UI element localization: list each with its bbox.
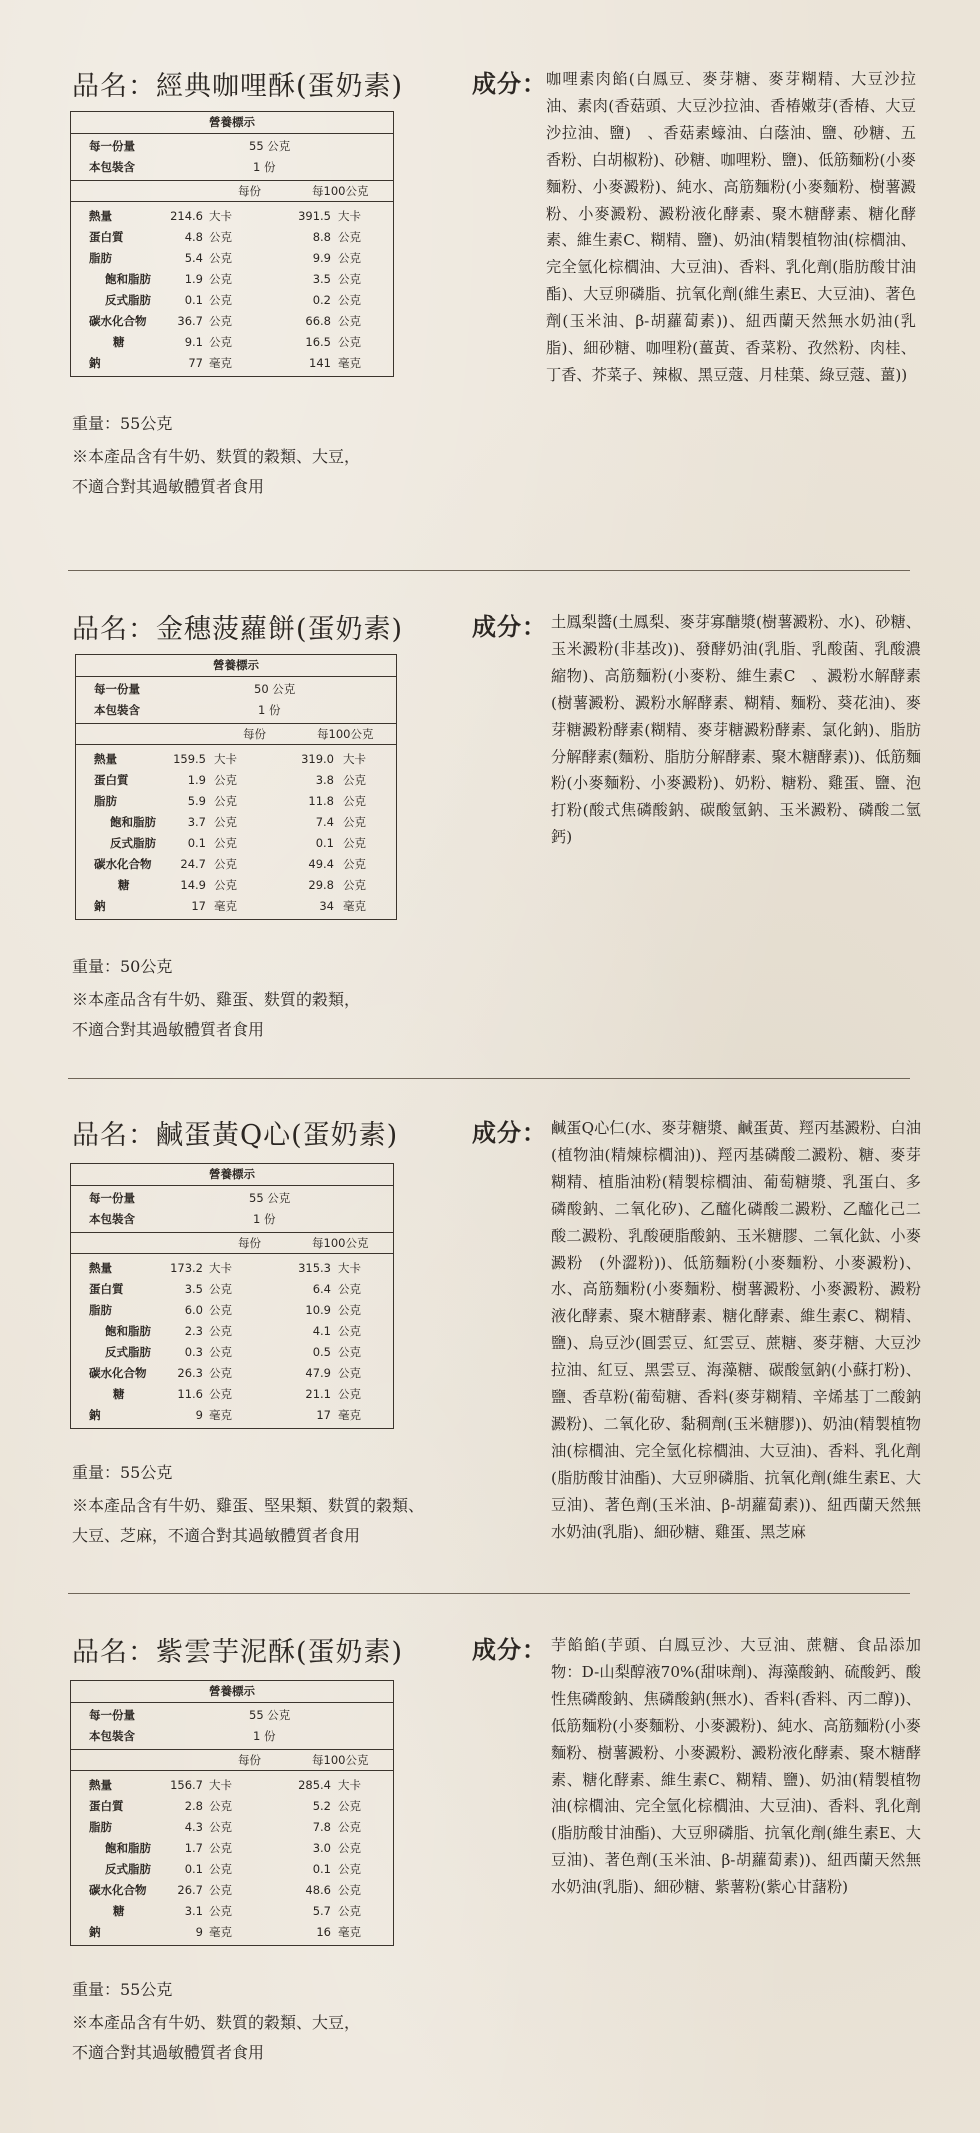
- per-serving-value: 6.0: [184, 1303, 203, 1317]
- nutrient-row: [71, 1258, 393, 1279]
- per-100g-value: 3.5: [312, 272, 331, 286]
- allergen-line-1: ※本產品含有牛奶、麩質的穀類、大豆，: [72, 447, 361, 466]
- per-100g-unit: 公克: [338, 230, 361, 244]
- per-serving-unit: 大卡: [214, 752, 237, 766]
- per-serving-value: 9: [195, 1925, 203, 1939]
- per-100g-unit: 毫克: [338, 1925, 361, 1939]
- per-100g-unit: 公克: [338, 1883, 361, 1897]
- per-serving-value: 24.7: [180, 857, 206, 871]
- per-100g-unit: 公克: [343, 815, 366, 829]
- per-serving-value: 1.9: [187, 773, 206, 787]
- nutrient-row: [71, 1817, 393, 1838]
- per-100g-value: 0.1: [312, 1862, 331, 1876]
- nutrient-name: 飽和脂肪: [105, 1841, 151, 1855]
- nutrient-row: [71, 1279, 393, 1300]
- product-weight: 重量：55公克: [72, 1463, 173, 1482]
- per-serving-unit: 公克: [209, 1841, 232, 1855]
- nutrient-row: [71, 1775, 393, 1796]
- per-serving-value: 77: [188, 356, 203, 370]
- nutrient-row: [76, 812, 396, 833]
- nutrient-name: 反式脂肪: [105, 1862, 151, 1876]
- product-weight: 重量：55公克: [72, 414, 173, 433]
- package-servings-label: 本包裝含: [89, 1729, 135, 1743]
- section-divider: [68, 1078, 910, 1079]
- nutrient-row: [71, 1405, 393, 1426]
- per-100g-value: 10.9: [305, 1303, 331, 1317]
- per-100g-value: 0.5: [312, 1345, 331, 1359]
- nutrient-row: [71, 290, 393, 311]
- per-serving-value: 3.1: [184, 1904, 203, 1918]
- per-serving-unit: 大卡: [209, 1778, 232, 1792]
- ingredients-text: 土鳳梨醬(土鳳梨、麥芽寡醣漿(樹薯澱粉、水)、砂糖、玉米澱粉(非基改))、發酵奶油(乳脂、乳酸菌、乳酸濃縮物)、高筋麵粉(小麥粉、維生素C 、澱粉水解酵素(樹薯澱粉、澱粉水解酵素、糊精、麵粉、葵花油)、麥芽糖澱粉酵素(糊精、麥芽糖澱粉酵素、氯化鈉)、脂肪分解酵素(麵粉、脂肪分解酵素、聚木糖酵素))、低筋麵粉(小麥麵粉、小麥澱粉)、奶粉、糖粉、雞蛋、鹽、泡打粉(酸式焦磷酸鈉、碳酸氫鈉、玉米澱粉、磷酸二氫鈣): [551, 613, 921, 847]
- nutrient-name: 糖: [113, 1904, 125, 1918]
- allergen-line-1: ※本產品含有牛奶、雞蛋、麩質的穀類，: [72, 990, 361, 1009]
- nutrient-name: 熱量: [89, 1778, 112, 1792]
- serving-size-label: 每一份量: [89, 1708, 135, 1722]
- product-name: 品名：經典咖哩酥(蛋奶素): [72, 71, 404, 102]
- per-100g-value: 9.9: [312, 251, 331, 265]
- column-per-100g: 每100公克: [312, 1236, 369, 1250]
- nutrient-row: [71, 1796, 393, 1817]
- per-serving-unit: 公克: [209, 335, 232, 349]
- per-100g-unit: 大卡: [338, 209, 361, 223]
- nutrition-table: [70, 1163, 394, 1429]
- product-weight: 重量：50公克: [72, 957, 173, 976]
- nutrition-table: [70, 1680, 394, 1946]
- per-serving-value: 214.6: [170, 209, 203, 223]
- per-100g-value: 3.8: [315, 773, 334, 787]
- per-100g-value: 34: [319, 899, 334, 913]
- nutrition-table-title: 營養標示: [76, 655, 396, 677]
- nutrient-row: [76, 791, 396, 812]
- nutrient-name: 蛋白質: [89, 230, 124, 244]
- nutrient-name: 脂肪: [89, 1303, 112, 1317]
- ingredients-label: 成分：: [472, 612, 547, 641]
- per-100g-unit: 公克: [343, 836, 366, 850]
- per-serving-unit: 公克: [209, 1904, 232, 1918]
- per-serving-unit: 公克: [209, 1324, 232, 1338]
- ingredients-text: 咖哩素肉餡(白鳳豆、麥芽糖、麥芽糊精、大豆沙拉油、素肉(香菇頭、大豆沙拉油、香椿嫩芽(香椿、大豆沙拉油、鹽) 、香菇素蠔油、白蔭油、鹽、砂糖、五香粉、白胡椒粉)、砂糖、咖哩粉、鹽)、低筋麵粉(小麥麵粉、小麥澱粉)、純水、高筋麵粉(小麥麵粉、樹薯澱粉、小麥澱粉、澱粉液化酵素、聚木糖酵素、糖化酵素、維生素C、糊精、鹽)、奶油(精製植物油(棕櫚油、完全氫化棕櫚油、大豆油)、香料、乳化劑(脂肪酸甘油酯)、大豆卵磷脂、抗氧化劑(維生素E、大豆油)、著色劑(玉米油、β-胡蘿蔔素))、紐西蘭天然無水奶油(乳脂)、細砂糖、咖哩粉(薑黃、香菜粉、孜然粉、肉桂、丁香、芥菜子、辣椒、黑豆蔻、月桂葉、綠豆蔻、薑)): [546, 70, 916, 384]
- per-100g-unit: 公克: [338, 293, 361, 307]
- nutrient-name: 飽和脂肪: [105, 1324, 151, 1338]
- nutrient-name: 脂肪: [94, 794, 117, 808]
- per-100g-value: 29.8: [308, 878, 334, 892]
- per-100g-unit: 毫克: [338, 356, 361, 370]
- allergen-line-2: 不適合對其過敏體質者食用: [72, 1020, 265, 1039]
- allergen-line-1: ※本產品含有牛奶、麩質的穀類、大豆，: [72, 2013, 361, 2032]
- per-serving-unit: 公克: [209, 1366, 232, 1380]
- per-100g-value: 66.8: [305, 314, 331, 328]
- per-serving-unit: 公克: [209, 314, 232, 328]
- nutrient-row: [71, 1880, 393, 1901]
- per-serving-value: 2.8: [184, 1799, 203, 1813]
- per-100g-unit: 毫克: [338, 1408, 361, 1422]
- nutrient-rows: [71, 202, 393, 376]
- per-serving-unit: 毫克: [209, 356, 232, 370]
- per-100g-value: 3.0: [312, 1841, 331, 1855]
- ingredients-text: 鹹蛋Q心仁(水、麥芽糖漿、鹹蛋黃、羥丙基澱粉、白油(植物油(精煉棕櫚油))、羥丙基磷酸二澱粉、糖、麥芽糊精、植脂油粉(精製棕櫚油、葡萄糖漿、乳蛋白、多磷酸鈉、二氧化矽)、乙醯化磷酸二澱粉、乙醯化己二酸二澱粉、乳酸硬脂酸鈉、玉米糖膠、二氧化鈦、小麥澱粉 (外澀粉))、低筋麵粉(小麥麵粉、小麥澱粉)、水、高筋麵粉(小麥麵粉、樹薯澱粉、小麥澱粉、澱粉液化酵素、聚木糖酵素、糖化酵素、維生素C、糊精、鹽)、烏豆沙(圓雲豆、紅雲豆、蔗糖、麥芽糖、大豆沙拉油、紅豆、黑雲豆、海藻糖、碳酸氫鈉(小蘇打粉)、鹽、香草粉(葡萄糖、香料(麥芽糊精、辛烯基丁二酸鈉澱粉)、二氧化矽、黏稠劑(玉米糖膠))、奶油(精製植物油(棕櫚油、完全氫化棕櫚油、大豆油)、香料、乳化劑(脂肪酸甘油酯)、大豆卵磷脂、抗氧化劑(維生素E、大豆油)、著色劑(玉米油、β-胡蘿蔔素))、紐西蘭天然無水奶油(乳脂)、細砂糖、雞蛋、黑芝麻: [551, 1119, 921, 1541]
- per-serving-value: 26.7: [177, 1883, 203, 1897]
- nutrient-name: 熱量: [94, 752, 117, 766]
- nutrient-name: 蛋白質: [89, 1282, 124, 1296]
- column-per-serving: 每份: [238, 1753, 261, 1767]
- per-serving-value: 3.7: [187, 815, 206, 829]
- per-100g-unit: 公克: [338, 272, 361, 286]
- per-serving-unit: 毫克: [209, 1925, 232, 1939]
- per-100g-unit: 公克: [343, 773, 366, 787]
- section-divider: [68, 1593, 910, 1594]
- per-serving-value: 0.1: [184, 293, 203, 307]
- section-divider: [68, 570, 910, 571]
- package-servings-value: 1 份: [253, 160, 276, 174]
- nutrient-name: 脂肪: [89, 1820, 112, 1834]
- nutrition-table: [70, 111, 394, 377]
- per-100g-value: 47.9: [305, 1366, 331, 1380]
- allergen-line-2: 不適合對其過敏體質者食用: [72, 2043, 265, 2062]
- per-serving-value: 26.3: [177, 1366, 203, 1380]
- per-serving-value: 9: [195, 1408, 203, 1422]
- per-serving-unit: 公克: [214, 773, 237, 787]
- per-100g-value: 5.7: [312, 1904, 331, 1918]
- per-serving-value: 0.3: [184, 1345, 203, 1359]
- per-serving-unit: 公克: [209, 293, 232, 307]
- per-100g-unit: 公克: [338, 1904, 361, 1918]
- per-100g-value: 285.4: [298, 1778, 331, 1792]
- nutrient-rows: [71, 1771, 393, 1945]
- per-100g-value: 315.3: [298, 1261, 331, 1275]
- per-serving-value: 1.7: [184, 1841, 203, 1855]
- per-serving-unit: 毫克: [214, 899, 237, 913]
- per-100g-value: 21.1: [305, 1387, 331, 1401]
- column-per-100g: 每100公克: [317, 727, 374, 741]
- per-serving-value: 159.5: [173, 752, 206, 766]
- per-100g-unit: 公克: [338, 1799, 361, 1813]
- per-serving-unit: 公克: [209, 272, 232, 286]
- column-per-serving: 每份: [238, 1236, 261, 1250]
- nutrient-row: [71, 311, 393, 332]
- per-serving-value: 173.2: [170, 1261, 203, 1275]
- serving-size-label: 每一份量: [89, 139, 135, 153]
- nutrient-name: 糖: [113, 1387, 125, 1401]
- product-name: 品名：紫雲芋泥酥(蛋奶素): [72, 1637, 404, 1668]
- per-100g-value: 6.4: [312, 1282, 331, 1296]
- per-serving-unit: 公克: [209, 1387, 232, 1401]
- nutrition-table-title: 營養標示: [71, 1681, 393, 1703]
- per-100g-value: 49.4: [308, 857, 334, 871]
- per-100g-unit: 公克: [338, 1862, 361, 1876]
- product-name: 品名：鹹蛋黃Q心(蛋奶素): [72, 1120, 399, 1151]
- nutrient-name: 糖: [118, 878, 130, 892]
- per-serving-value: 4.8: [184, 230, 203, 244]
- per-100g-value: 0.1: [315, 836, 334, 850]
- per-100g-unit: 公克: [338, 1282, 361, 1296]
- nutrient-row: [76, 875, 396, 896]
- nutrient-row: [71, 1342, 393, 1363]
- nutrient-rows: [71, 1254, 393, 1428]
- per-100g-unit: 大卡: [338, 1261, 361, 1275]
- nutrient-name: 鈉: [89, 356, 101, 370]
- per-100g-value: 8.8: [312, 230, 331, 244]
- package-servings-value: 1 份: [253, 1212, 276, 1226]
- per-100g-unit: 大卡: [338, 1778, 361, 1792]
- per-serving-value: 9.1: [184, 335, 203, 349]
- per-serving-unit: 公克: [209, 1282, 232, 1296]
- nutrient-row: [76, 854, 396, 875]
- per-100g-unit: 毫克: [343, 899, 366, 913]
- nutrient-name: 碳水化合物: [89, 314, 147, 328]
- nutrient-row: [71, 1321, 393, 1342]
- serving-size-value: 55 公克: [249, 1708, 291, 1722]
- ingredients-label: 成分：: [472, 1635, 547, 1664]
- per-serving-unit: 大卡: [209, 209, 232, 223]
- per-serving-unit: 公克: [209, 251, 232, 265]
- per-100g-unit: 公克: [343, 878, 366, 892]
- per-100g-unit: 公克: [338, 1345, 361, 1359]
- nutrient-row: [71, 1300, 393, 1321]
- per-100g-value: 141: [309, 356, 331, 370]
- package-servings-label: 本包裝含: [89, 1212, 135, 1226]
- per-serving-value: 4.3: [184, 1820, 203, 1834]
- nutrient-name: 飽和脂肪: [105, 272, 151, 286]
- column-per-100g: 每100公克: [312, 184, 369, 198]
- ingredients-label: 成分：: [472, 69, 547, 98]
- nutrient-row: [71, 1363, 393, 1384]
- nutrient-name: 糖: [113, 335, 125, 349]
- ingredients-text: 芋餡餡(芋頭、白鳳豆沙、大豆油、蔗糖、食品添加物：D-山梨醇液70%(甜味劑)、海藻酸鈉、硫酸鈣、酸性焦磷酸鈉、焦磷酸鈉(無水)、香料(香料、丙二醇))、低筋麵粉(小麥麵粉、小麥澱粉)、純水、高筋麵粉(小麥麵粉、樹薯澱粉、小麥澱粉、澱粉液化酵素、聚木糖酵素、糖化酵素、維生素C、糊精、鹽)、奶油(精製植物油(棕櫚油、完全氫化棕櫚油、大豆油)、香料、乳化劑(脂肪酸甘油酯)、大豆卵磷脂、抗氧化劑(維生素E、大豆油)、著色劑(玉米油、β-胡蘿蔔素))、紐西蘭天然無水奶油(乳脂)、細砂糖、紫薯粉(紫心甘藷粉): [551, 1636, 921, 1897]
- package-servings-label: 本包裝含: [94, 703, 140, 717]
- nutrient-name: 碳水化合物: [89, 1366, 147, 1380]
- nutrient-row: [71, 269, 393, 290]
- product-weight: 重量：55公克: [72, 1980, 173, 1999]
- per-100g-value: 7.8: [312, 1820, 331, 1834]
- per-100g-unit: 公克: [338, 1303, 361, 1317]
- per-serving-value: 0.1: [187, 836, 206, 850]
- nutrient-name: 鈉: [94, 899, 106, 913]
- nutrient-row: [71, 353, 393, 374]
- per-serving-value: 0.1: [184, 1862, 203, 1876]
- per-serving-value: 2.3: [184, 1324, 203, 1338]
- per-100g-value: 16.5: [305, 335, 331, 349]
- per-serving-unit: 公克: [209, 1883, 232, 1897]
- per-serving-value: 5.4: [184, 251, 203, 265]
- nutrient-name: 熱量: [89, 209, 112, 223]
- nutrition-table-title: 營養標示: [71, 1164, 393, 1186]
- nutrient-name: 熱量: [89, 1261, 112, 1275]
- per-serving-unit: 公克: [209, 1820, 232, 1834]
- per-100g-unit: 公克: [338, 251, 361, 265]
- per-serving-unit: 公克: [214, 836, 237, 850]
- per-serving-value: 36.7: [177, 314, 203, 328]
- nutrient-name: 碳水化合物: [89, 1883, 147, 1897]
- allergen-line-2: 大豆、芝麻，不適合對其過敏體質者食用: [72, 1526, 361, 1545]
- per-serving-value: 14.9: [180, 878, 206, 892]
- nutrient-name: 碳水化合物: [94, 857, 152, 871]
- per-serving-value: 3.5: [184, 1282, 203, 1296]
- per-serving-unit: 公克: [209, 230, 232, 244]
- package-servings-label: 本包裝含: [89, 160, 135, 174]
- per-serving-unit: 公克: [209, 1862, 232, 1876]
- per-serving-value: 11.6: [177, 1387, 203, 1401]
- per-serving-unit: 公克: [209, 1303, 232, 1317]
- nutrient-row: [71, 227, 393, 248]
- per-100g-unit: 大卡: [343, 752, 366, 766]
- per-100g-value: 7.4: [315, 815, 334, 829]
- per-100g-value: 4.1: [312, 1324, 331, 1338]
- serving-size-label: 每一份量: [94, 682, 140, 696]
- package-servings-value: 1 份: [258, 703, 281, 717]
- per-serving-unit: 公克: [214, 794, 237, 808]
- per-serving-unit: 公克: [214, 857, 237, 871]
- per-serving-unit: 毫克: [209, 1408, 232, 1422]
- nutrient-name: 反式脂肪: [105, 293, 151, 307]
- per-100g-unit: 公克: [338, 1324, 361, 1338]
- per-100g-value: 0.2: [312, 293, 331, 307]
- nutrient-row: [76, 833, 396, 854]
- nutrient-name: 脂肪: [89, 251, 112, 265]
- per-serving-value: 1.9: [184, 272, 203, 286]
- nutrient-name: 反式脂肪: [105, 1345, 151, 1359]
- per-100g-value: 391.5: [298, 209, 331, 223]
- per-100g-unit: 公克: [338, 1841, 361, 1855]
- per-100g-unit: 公克: [343, 794, 366, 808]
- per-100g-value: 17: [316, 1408, 331, 1422]
- nutrient-name: 反式脂肪: [110, 836, 156, 850]
- serving-size-value: 55 公克: [249, 139, 291, 153]
- per-100g-unit: 公克: [338, 1387, 361, 1401]
- per-serving-unit: 公克: [209, 1345, 232, 1359]
- allergen-line-2: 不適合對其過敏體質者食用: [72, 477, 265, 496]
- per-serving-value: 17: [191, 899, 206, 913]
- ingredients-label: 成分：: [472, 1118, 547, 1147]
- package-servings-value: 1 份: [253, 1729, 276, 1743]
- nutrient-name: 蛋白質: [89, 1799, 124, 1813]
- per-100g-unit: 公克: [338, 1820, 361, 1834]
- per-100g-unit: 公克: [343, 857, 366, 871]
- per-serving-value: 156.7: [170, 1778, 203, 1792]
- nutrient-row: [76, 749, 396, 770]
- nutrient-row: [71, 1901, 393, 1922]
- column-per-serving: 每份: [243, 727, 266, 741]
- nutrient-row: [71, 206, 393, 227]
- per-100g-unit: 公克: [338, 1366, 361, 1380]
- per-100g-unit: 公克: [338, 335, 361, 349]
- per-100g-value: 48.6: [305, 1883, 331, 1897]
- serving-size-label: 每一份量: [89, 1191, 135, 1205]
- per-serving-unit: 公克: [214, 815, 237, 829]
- nutrient-row: [71, 248, 393, 269]
- per-100g-value: 5.2: [312, 1799, 331, 1813]
- nutrient-name: 蛋白質: [94, 773, 129, 787]
- column-per-100g: 每100公克: [312, 1753, 369, 1767]
- nutrient-row: [76, 770, 396, 791]
- nutrient-row: [71, 1859, 393, 1880]
- per-serving-unit: 公克: [214, 878, 237, 892]
- nutrient-row: [71, 1922, 393, 1943]
- per-100g-value: 16: [316, 1925, 331, 1939]
- nutrient-rows: [76, 745, 396, 919]
- product-name: 品名：金穗菠蘿餅(蛋奶素): [72, 614, 404, 645]
- per-100g-value: 319.0: [301, 752, 334, 766]
- per-serving-value: 5.9: [187, 794, 206, 808]
- nutrient-row: [71, 332, 393, 353]
- per-serving-unit: 大卡: [209, 1261, 232, 1275]
- serving-size-value: 55 公克: [249, 1191, 291, 1205]
- nutrient-row: [76, 896, 396, 917]
- nutrient-name: 鈉: [89, 1925, 101, 1939]
- nutrient-row: [71, 1838, 393, 1859]
- nutrition-table-title: 營養標示: [71, 112, 393, 134]
- nutrient-name: 飽和脂肪: [110, 815, 156, 829]
- per-100g-value: 11.8: [308, 794, 334, 808]
- per-100g-unit: 公克: [338, 314, 361, 328]
- nutrition-table: [75, 654, 397, 920]
- column-per-serving: 每份: [238, 184, 261, 198]
- nutrient-name: 鈉: [89, 1408, 101, 1422]
- nutrient-row: [71, 1384, 393, 1405]
- serving-size-value: 50 公克: [254, 682, 296, 696]
- allergen-line-1: ※本產品含有牛奶、雞蛋、堅果類、麩質的穀類、: [72, 1496, 425, 1515]
- per-serving-unit: 公克: [209, 1799, 232, 1813]
